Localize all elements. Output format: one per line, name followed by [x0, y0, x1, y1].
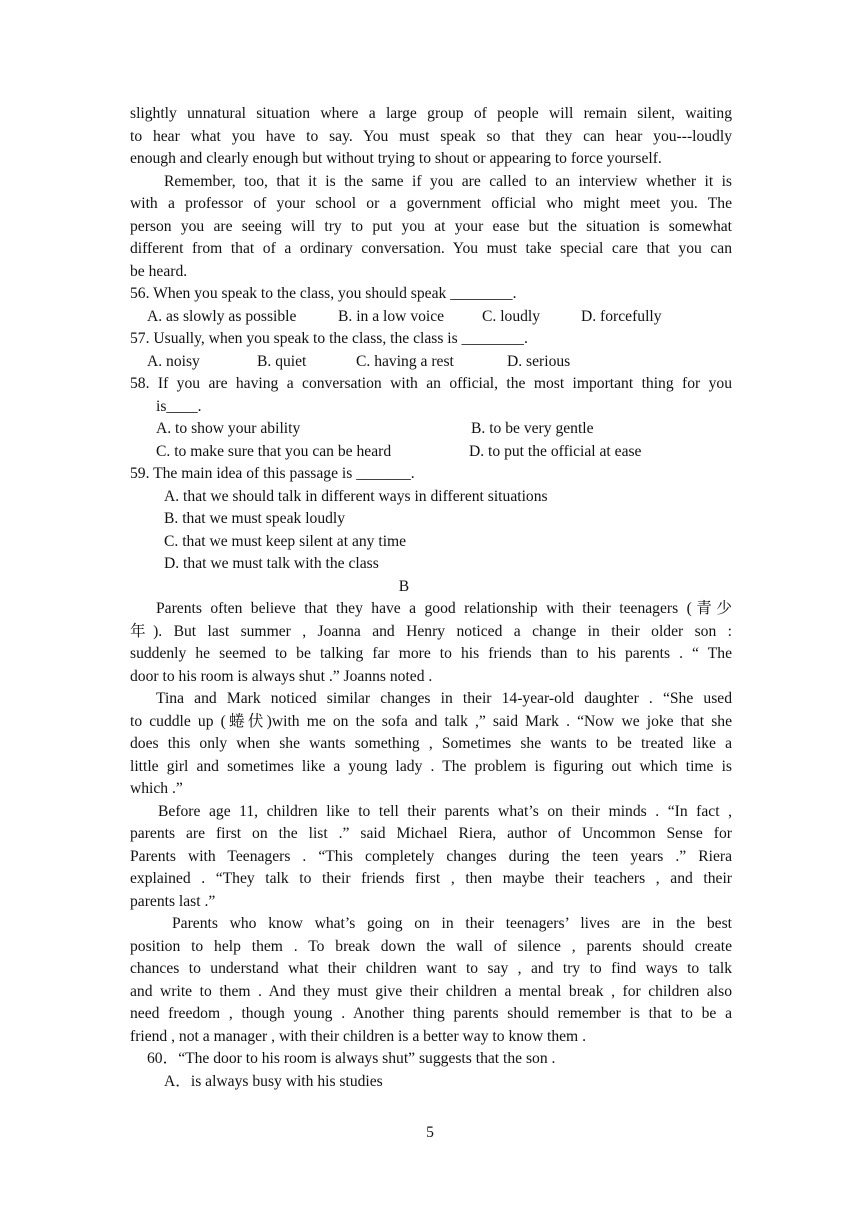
text-line: enough and clearly enough but without trying to shout or appearing to force yourself.	[130, 150, 662, 167]
section-heading: B	[398, 577, 410, 595]
question-stem: 58. If you are having a conversation with an official, the most important thing for you	[130, 375, 732, 392]
option-d: D. that we must talk with the class	[164, 555, 379, 572]
question-options	[130, 418, 732, 441]
question-59	[130, 463, 732, 576]
text-line: to hear what you have to say. You must speak so that they can hear you---loudly	[130, 127, 732, 145]
question-58	[130, 373, 732, 463]
text-line: parents are first on the list .” said Michael Riera, author of Uncommon Sense for	[130, 825, 732, 842]
page-number: 5	[426, 1124, 434, 1141]
passage-a-paragraph-1	[130, 103, 732, 171]
document-page	[130, 103, 732, 1093]
text-line: need freedom , though young . Another thing parents should remember is that to be a	[130, 1005, 732, 1022]
text-line: person you are seeing will try to put you at your ease but the situation is somewhat	[130, 217, 732, 235]
text-line: with a professor of your school or a government official who might meet you. The	[130, 195, 732, 212]
question-options	[130, 351, 732, 374]
text-line: friend , not a manager , with their children is a better way to know them .	[130, 1027, 586, 1045]
text-line: Before age 11, children like to tell their parents what’s on their minds . “In fact ,	[158, 802, 732, 820]
option-a: A. that we should talk in different ways in different situations	[164, 487, 548, 505]
passage-b-paragraph-2	[130, 688, 732, 801]
text-line: position to help them . To break down the wall of silence , parents should create	[130, 937, 732, 955]
option-d: D. forcefully	[581, 307, 662, 325]
text-line: explained . “They talk to their friends first , then maybe their teachers , and their	[130, 870, 732, 887]
question-stem: 56. When you speak to the class, you should speak ________.	[130, 285, 517, 302]
text-line: door to his room is always shut .” Joanns noted .	[130, 667, 433, 685]
option-c: C. loudly	[482, 307, 541, 325]
question-stem: 60．“The door to his room is always shut” suggests that the son .	[147, 1050, 556, 1067]
question-options	[130, 306, 732, 329]
question-stem: 59. The main idea of this passage is _______.	[130, 465, 415, 482]
option-b: B. in a low voice	[338, 307, 445, 325]
text-line: Parents who know what’s going on in their teenagers’ lives are in the best	[172, 915, 732, 932]
text-line: Tina and Mark noticed similar changes in their 14-year-old daughter . “She used	[156, 690, 732, 707]
option-a: A. noisy	[147, 352, 200, 370]
passage-b-paragraph-1	[130, 598, 732, 688]
text-line: 年). But last summer , Joanna and Henry noticed a change in their older son :	[130, 622, 732, 640]
text-line: little girl and sometimes like a young lady . The problem is figuring out which time is	[130, 757, 732, 775]
option-a: A．is always busy with his studies	[164, 1072, 383, 1090]
text-line: different from that of a ordinary conversation. You must take special care that you can	[130, 240, 732, 257]
text-line: Parents with Teenagers . “This completely changes during the teen years .” Riera	[130, 847, 732, 865]
option-d: D. serious	[507, 352, 571, 370]
option-b: B. to be very gentle	[471, 420, 594, 437]
option-b: B. that we must speak loudly	[164, 510, 346, 527]
text-line: Remember, too, that it is the same if you are called to an interview whether it is	[164, 172, 732, 190]
question-stem-continued: is____.	[156, 397, 202, 415]
option-c: C. that we must keep silent at any time	[164, 532, 407, 550]
question-60	[130, 1048, 732, 1093]
text-line: which .”	[130, 780, 183, 797]
text-line: chances to understand what their children want to say , and try to find ways to talk	[130, 960, 732, 977]
question-stem: 57. Usually, when you speak to the class, the class is ________.	[130, 330, 528, 347]
text-line: to cuddle up (蜷伏)with me on the sofa and talk ,” said Mark . “Now we joke that she	[130, 712, 732, 730]
text-line: be heard.	[130, 262, 188, 280]
option-a: A. as slowly as possible	[147, 307, 297, 325]
passage-a-paragraph-2	[130, 171, 732, 284]
text-line: Parents often believe that they have a good relationship with their teenagers (青少	[156, 600, 732, 617]
question-56	[130, 283, 732, 328]
option-d: D. to put the official at ease	[469, 442, 642, 460]
option-b: B. quiet	[257, 352, 307, 370]
text-line: suddenly he seemed to be talking far more to his friends than to his parents . “ The	[130, 645, 732, 662]
question-options	[130, 441, 732, 464]
option-a: A. to show your ability	[156, 420, 301, 437]
option-c: C. to make sure that you can be heard	[156, 442, 392, 460]
question-57	[130, 328, 732, 373]
passage-b-paragraph-4	[130, 913, 732, 1048]
text-line: does this only when she wants something , Sometimes she wants to be treated like a	[130, 735, 732, 752]
text-line: parents last .”	[130, 892, 216, 910]
text-line: and write to them . And they must give their children a mental break , for children also	[130, 982, 732, 1000]
text-line: slightly unnatural situation where a large group of people will remain silent, waiting	[130, 105, 732, 122]
option-c: C. having a rest	[356, 352, 454, 370]
passage-b-paragraph-3	[130, 801, 732, 914]
